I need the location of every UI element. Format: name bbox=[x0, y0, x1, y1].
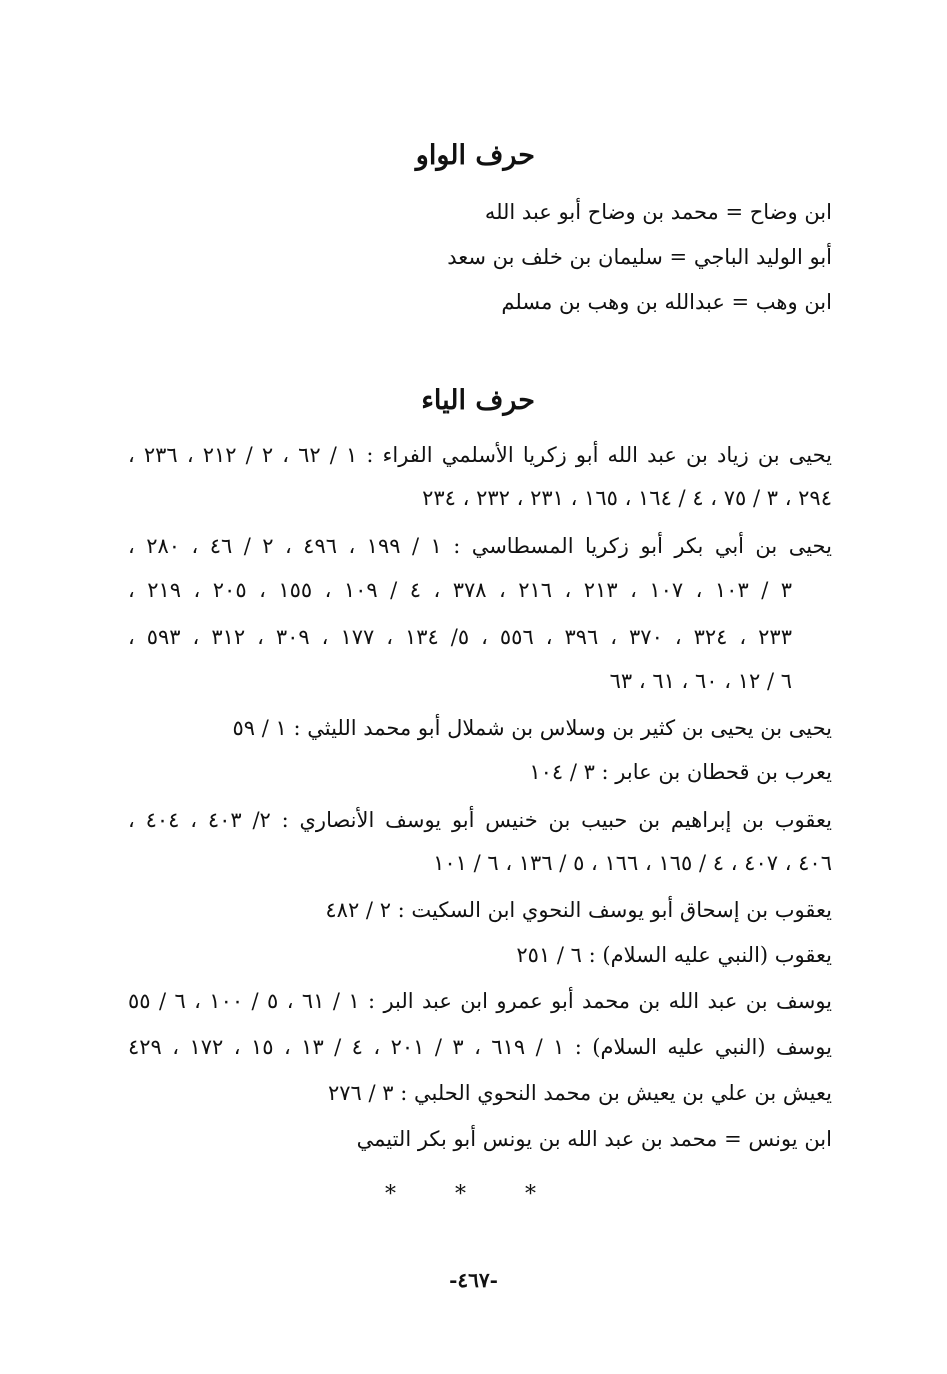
index-entry: ابن وضاح = محمد بن وضاح أبو عبد الله bbox=[484, 200, 832, 224]
index-entry: ابن يونس = محمد بن عبد الله بن يونس أبو بكر التيمي bbox=[356, 1127, 832, 1151]
index-entry: يوسف بن عبد الله بن محمد أبو عمرو ابن عبد البر : ١ / ٦١ ، ٥ / ١٠٠ ، ٦ / ٥٥ bbox=[128, 989, 833, 1013]
index-entry-continuation: ٢٩٤ ، ٣ / ٧٥ ، ٤ / ١٦٤ ، ١٦٥ ، ٢٣١ ، ٢٣٢ ، ٢٣٤ bbox=[422, 486, 832, 510]
section-end-ornament: * * * bbox=[385, 1182, 562, 1207]
index-entry-continuation: ٣ / ١٠٣ ، ١٠٧ ، ٢١٣ ، ٢١٦ ، ٣٧٨ ، ٤ / ١٠٩ ، ١٥٥ ، ٢٠٥ ، ٢١٩ ، bbox=[128, 578, 793, 602]
index-entry: يعقوب بن إسحاق أبو يوسف النحوي ابن السكيت : ٢ / ٤٨٢ bbox=[325, 898, 832, 922]
index-entry: يوسف (النبي عليه السلام) : ١ / ٦١٩ ، ٣ / ٢٠١ ، ٤ / ١٣ ، ١٥ ، ١٧٢ ، ٤٢٩ bbox=[128, 1035, 832, 1059]
index-entry: يعيش بن علي بن يعيش بن محمد النحوي الحلبي : ٣ / ٢٧٦ bbox=[328, 1081, 832, 1105]
index-entry-continuation: ٦ / ١٢ ، ٦٠ ، ٦١ ، ٦٣ bbox=[609, 669, 792, 693]
page-number: -٤٦٧- bbox=[449, 1268, 498, 1292]
index-entry: يحيى بن زياد بن عبد الله أبو زكريا الأسلمي الفراء : ١ / ٦٢ ، ٢ / ٢١٢ ، ٢٣٦ ، bbox=[128, 443, 832, 467]
index-entry: أبو الوليد الباجي = سليمان بن خلف بن سعد bbox=[447, 245, 832, 269]
index-entry: يعقوب (النبي عليه السلام) : ٦ / ٢٥١ bbox=[516, 943, 832, 967]
index-entry: يحيى بن أبي بكر أبو زكريا المسطاسي : ١ / ١٩٩ ، ٤٩٦ ، ٢ / ٤٦ ، ٢٨٠ ، bbox=[128, 534, 832, 558]
section-title-waw: حرف الواو bbox=[415, 140, 535, 171]
index-entry: يحيى بن يحيى بن كثير بن وسلاس بن شملال أبو محمد الليثي : ١ / ٥٩ bbox=[232, 716, 832, 740]
index-entry-continuation: ٢٣٣ ، ٣٢٤ ، ٣٧٠ ، ٣٩٦ ، ٥٥٦ ، ٥/ ١٣٤ ، ١٧٧ ، ٣٠٩ ، ٣١٢ ، ٥٩٣ ، bbox=[128, 625, 792, 649]
index-entry: يعرب بن قحطان بن عابر : ٣ / ١٠٤ bbox=[529, 760, 832, 784]
section-title-ya: حرف الياء bbox=[421, 385, 535, 416]
index-entry-continuation: ٤٠٦ ، ٤٠٧ ، ٤ / ١٦٥ ، ١٦٦ ، ٥ / ١٣٦ ، ٦ / ١٠١ bbox=[433, 851, 832, 875]
index-entry: يعقوب بن إبراهيم بن حبيب بن خنيس أبو يوسف الأنصاري : ٢/ ٤٠٣ ، ٤٠٤ ، bbox=[128, 808, 832, 832]
index-entry: ابن وهب = عبدالله بن وهب بن مسلم bbox=[501, 290, 832, 314]
